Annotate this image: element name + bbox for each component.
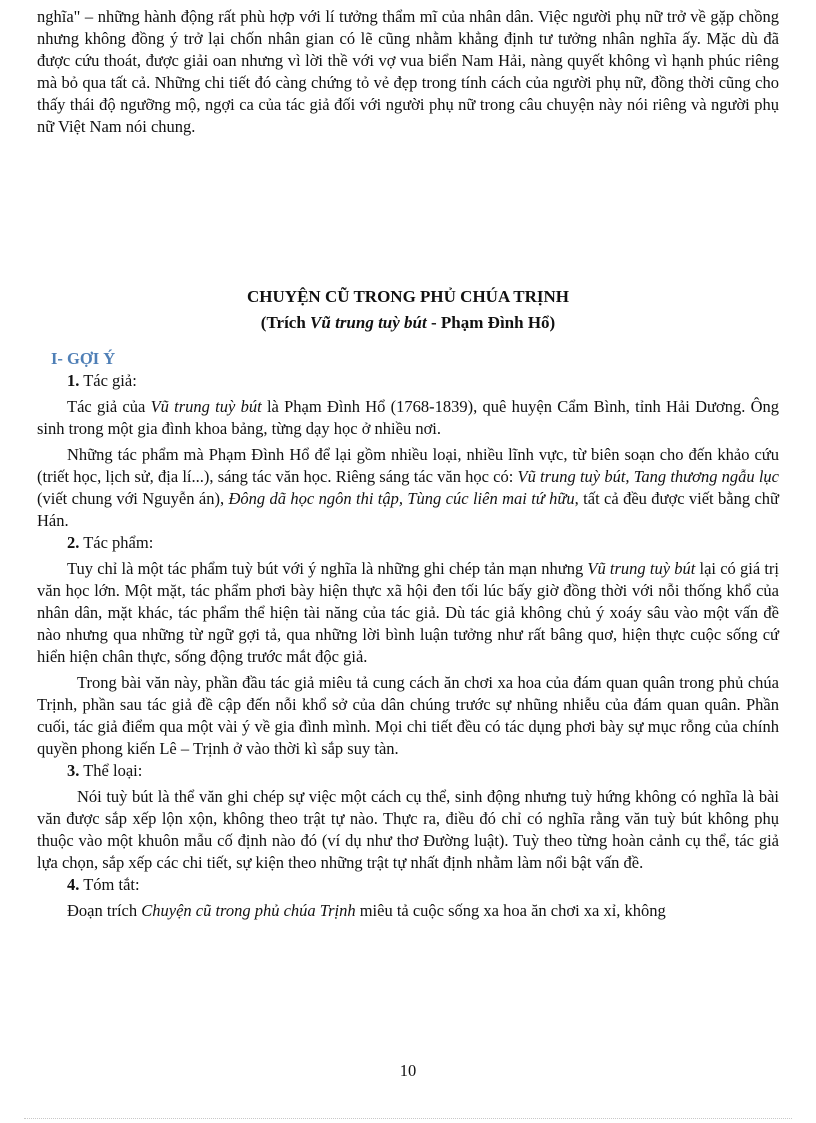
work-title: Vũ trung tuỳ bút, Tang thương ngẫu lục bbox=[517, 467, 779, 486]
subtitle-close: - Phạm Đình Hổ) bbox=[426, 313, 556, 332]
text-run: Tác giả của bbox=[67, 397, 151, 416]
document-subtitle bbox=[37, 312, 779, 334]
work-title: Vũ trung tuỳ bút bbox=[587, 559, 696, 578]
subheading-label: Tác phẩm: bbox=[79, 533, 154, 552]
work-title: Chuyện cũ trong phủ chúa Trịnh bbox=[141, 901, 356, 920]
document-page bbox=[37, 0, 779, 922]
genre-paragraph: Nói tuỳ bút là thể văn ghi chép sự việc một cách cụ thể, sinh động nhưng tuỳ hứng không có nghĩa là bài văn được sắp xếp lộn xộn, không theo trật tự nào. Thực ra, điều đó chỉ có nghĩa rằng văn tuỳ bút không phụ thuộc vào một khuôn mẫu cố định nào đó (ví dụ như thơ Đường luật). Tuỳ theo từng hoàn cảnh cụ thể, tác giả lựa chọn, sắp xếp các chi tiết, sự kiện theo những trật tự nhất định nhằm làm nổi bật vấn đề. bbox=[37, 787, 779, 872]
page-number: 10 bbox=[399, 1061, 417, 1080]
work-title: Vũ trung tuỳ bút bbox=[150, 397, 262, 416]
author-paragraph-1 bbox=[37, 396, 779, 440]
subheading-label: Thể loại: bbox=[79, 761, 143, 780]
subheading-genre bbox=[37, 760, 779, 782]
subheading-number: 4. bbox=[67, 875, 80, 894]
work-paragraph-2: Trong bài văn này, phần đầu tác giả miêu tả cung cách ăn chơi xa hoa của đám quan quân trong phủ chúa Trịnh, phần sau tác giả đề cập đến nỗi khổ sở của dân chúng trước sự nhũng nhiễu của đám quan quân. Phần cuối, tác giả điểm qua một vài ý về gia đình mình. Mọi chi tiết đều có tác dụng phơi bày sự mục rỗng của chính quyền phong kiến Lê – Trịnh ở vào thời kì sắp suy tàn. bbox=[37, 673, 779, 758]
text-run: lại có giá trị văn học lớn. Một mặt, tác phẩm phơi bày hiện thực xã hội đen tối lúc bấy giờ đồng thời với nỗi thống khổ của nhân dân, mặt khác, tác phẩm thể hiện tài năng của tác giả. Dù tác giả không chủ ý xoáy sâu vào một vấn đề nào nhưng qua những từ ngữ gợi tả, qua những lời bình luận tưởng như rất bâng quơ, hiện thực cuộc sống cứ hiển hiện chân thực, sống động trước mắt độc giả. bbox=[37, 559, 780, 666]
text-run: Đoạn trích bbox=[67, 901, 142, 920]
intro-paragraph: nghĩa" – những hành động rất phù hợp với lí tưởng thẩm mĩ của nhân dân. Việc người phụ nữ trở về gặp chồng nhưng không đồng ý trở lại chốn nhân gian có lẽ cũng nhằm khẳng định tư tưởng nhân nghĩa ấy. Mặc dù đã được cứu thoát, được giải oan nhưng vì lời thề với vợ vua biển Nam Hải, nàng quyết không vì hạnh phúc riêng mà bỏ qua tất cả. Những chi tiết đó càng chứng tỏ vẻ đẹp trong tính cách của người phụ nữ, đồng thời cũng cho thấy thái độ ngưỡng mộ, ngợi ca của tác giả đối với người phụ nữ trong câu chuyện này nói riêng và người phụ nữ Việt Nam nói chung. bbox=[37, 7, 779, 136]
subheading-number: 1. bbox=[67, 371, 80, 390]
text-run: là Phạm Đình Hổ (1768-1839), quê huyện Cẩm Bình, tỉnh Hải Dương. Ông sinh trong một gia đình khoa bảng, từng dạy học ở nhiều nơi. bbox=[37, 397, 780, 438]
author-paragraph-2 bbox=[37, 444, 779, 532]
spacer bbox=[37, 138, 779, 286]
subheading-summary bbox=[37, 874, 779, 896]
document-title: CHUYỆN CŨ TRONG PHỦ CHÚA TRỊNH bbox=[247, 287, 569, 306]
subtitle-work: Vũ trung tuỳ bút bbox=[310, 313, 427, 332]
summary-paragraph bbox=[37, 900, 779, 922]
subheading-number: 3. bbox=[67, 761, 80, 780]
work-paragraph-1 bbox=[37, 558, 779, 668]
text-run: , tất cả đều được viết bằng chữ Hán. bbox=[37, 489, 779, 530]
subheading-author bbox=[37, 370, 779, 392]
subheading-label: Tóm tắt: bbox=[79, 875, 140, 894]
text-run: (viết chung với Nguyễn án), bbox=[37, 489, 229, 508]
page-bottom-divider bbox=[24, 1118, 792, 1119]
subtitle-open: (Trích bbox=[260, 313, 311, 332]
work-title: Đông dã học ngôn thi tập, Tùng cúc liên mai tứ hữu bbox=[228, 489, 575, 508]
subheading-work bbox=[37, 532, 779, 554]
subheading-label: Tác giả: bbox=[79, 371, 137, 390]
subheading-number: 2. bbox=[67, 533, 80, 552]
text-run: Tuy chỉ là một tác phẩm tuỳ bút với ý nghĩa là những ghi chép tản mạn nhưng bbox=[67, 559, 588, 578]
text-run: miêu tả cuộc sống xa hoa ăn chơi xa xỉ, không bbox=[355, 901, 666, 920]
text-run: Những tác phẩm mà Phạm Đình Hổ để lại gồm nhiều loại, nhiều lĩnh vực, từ biên soạn cho đến khảo cứu (triết học, lịch sử, địa lí...), sáng tác văn học. Riêng sáng tác văn học có: bbox=[37, 445, 779, 486]
section-heading: I- GỢI Ý bbox=[51, 349, 116, 368]
